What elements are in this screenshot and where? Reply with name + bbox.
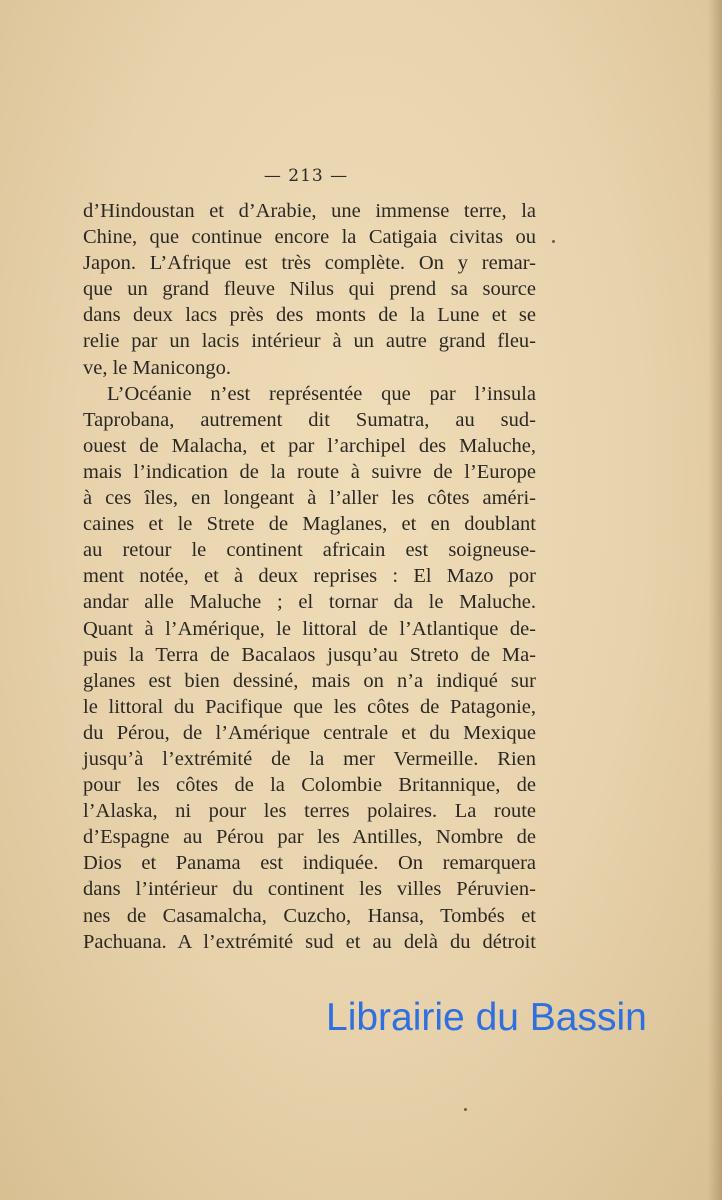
text-line: ve, le Manicongo. — [83, 356, 232, 379]
text-line: nes de Casamalcha, Cuzcho, Hansa, Tombés et — [83, 904, 536, 927]
text-line: glanes est bien dessiné, mais on n’a indiqué sur — [83, 669, 536, 692]
text-line: l’Alaska, ni pour les terres polaires. La route — [83, 800, 536, 823]
text-line: Chine, que continue encore la Catigaia civitas ou — [83, 226, 536, 249]
text-line: caines et le Strete de Maglanes, et en doublant — [83, 513, 536, 536]
paper-speck — [464, 1108, 467, 1111]
text-line: d’Espagne au Pérou par les Antilles, Nombre de — [83, 826, 536, 849]
text-line: jusqu’à l’extrémité de la mer Vermeille. Rien — [83, 747, 536, 770]
watermark-text: Librairie du Bassin — [326, 996, 647, 1039]
text-line: à ces îles, en longeant à l’aller les côtes améri- — [83, 487, 536, 510]
text-line: pour les côtes de la Colombie Britannique, de — [83, 774, 536, 797]
text-line: dans l’intérieur du continent les villes Péruvien- — [83, 878, 536, 901]
text-line: mais l’indication de la route à suivre de l’Europe — [83, 460, 536, 483]
text-line: Taprobana, autrement dit Sumatra, au sud- — [83, 408, 536, 431]
text-line: Dios et Panama est indiquée. On remarquera — [83, 852, 536, 875]
text-line: au retour le continent africain est soigneuse- — [83, 539, 536, 562]
text-line: du Pérou, de l’Amérique centrale et du Mexique — [83, 721, 536, 744]
text-line: le littoral du Pacifique que les côtes de Patagonie, — [83, 695, 536, 718]
text-line: d’Hindoustan et d’Arabie, une immense terre, la — [83, 200, 536, 222]
paper-speck — [552, 240, 555, 243]
text-line: Quant à l’Amérique, le littoral de l’Atlantique de- — [83, 617, 536, 640]
page-number: — 213 — — [263, 166, 349, 186]
text-line: relie par un lacis intérieur à un autre grand fleu- — [83, 330, 536, 353]
body-text — [83, 198, 536, 955]
text-line: andar alle Maluche ; el tornar da le Maluche. — [83, 591, 536, 614]
text-line: ouest de Malacha, et par l’archipel des Maluche, — [83, 434, 536, 457]
page-edge-shadow — [708, 0, 722, 1200]
text-line: Pachuana. A l’extrémité sud et au delà du détroit — [83, 930, 536, 953]
text-line: Japon. L’Afrique est très complète. On y remar- — [83, 252, 536, 275]
text-line: puis la Terra de Bacalaos jusqu’au Streto de Ma- — [83, 643, 536, 666]
text-line: que un grand fleuve Nilus qui prend sa source — [83, 278, 536, 301]
text-line: dans deux lacs près des monts de la Lune et se — [83, 304, 536, 327]
text-line: ment notée, et à deux reprises : El Mazo por — [83, 565, 536, 588]
text-line: L’Océanie n’est représentée que par l’insula — [107, 382, 536, 405]
